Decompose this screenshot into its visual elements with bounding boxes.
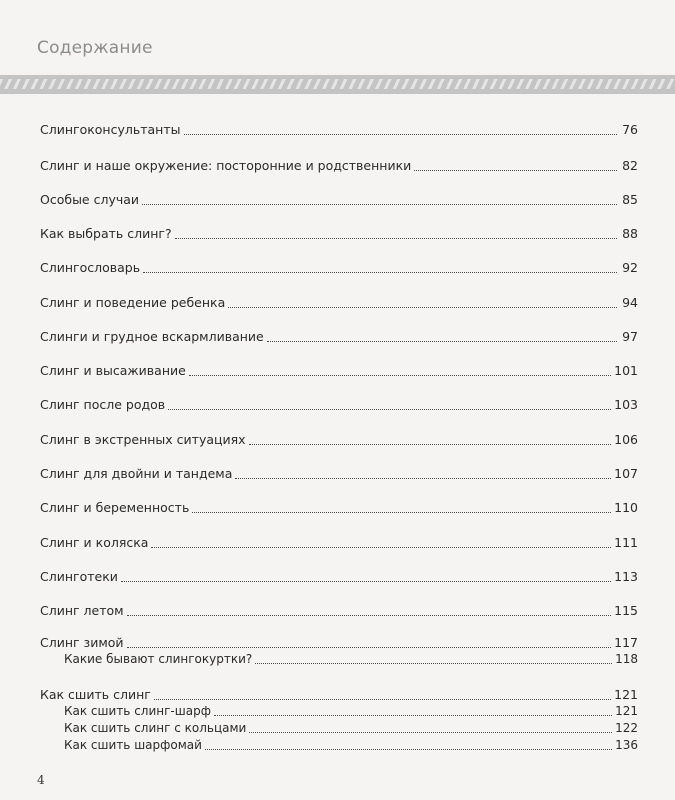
toc-leader-dots xyxy=(175,237,617,239)
toc-entry-title: Особые случаи xyxy=(40,192,140,207)
toc-leader-dots xyxy=(151,546,611,548)
toc-leader-dots xyxy=(192,511,611,513)
toc-entry-title: Слинги и грудное вскармливание xyxy=(40,329,264,344)
toc-entry-title: Слингословарь xyxy=(40,260,141,275)
toc-leader-dots xyxy=(142,203,617,205)
toc-subentry[interactable] xyxy=(64,732,638,752)
toc-entry-title: Слинг и коляска xyxy=(40,535,149,550)
toc-entry-page: 101 xyxy=(614,363,638,378)
toc-entry-title: Как сшить слинг xyxy=(40,687,151,702)
toc-entry-page: 106 xyxy=(614,432,638,447)
toc-entry[interactable] xyxy=(40,153,638,173)
toc-entry-page: 117 xyxy=(614,635,638,650)
toc-entry-page: 97 xyxy=(622,329,638,344)
toc-entry-page: 85 xyxy=(622,192,638,207)
toc-entry-title: Слинг и поведение ребенка xyxy=(40,295,226,310)
toc-entry-title: Слинг и беременность xyxy=(40,500,190,515)
toc-entry[interactable] xyxy=(40,564,638,584)
toc-entry-page: 115 xyxy=(614,603,638,618)
page-title: Содержание xyxy=(37,38,153,58)
toc-entry[interactable] xyxy=(40,324,638,344)
toc-leader-dots xyxy=(249,443,612,445)
toc-leader-dots xyxy=(267,340,617,342)
toc-entry[interactable] xyxy=(40,530,638,550)
toc-entry-page: 103 xyxy=(614,397,638,412)
toc-entry-title: Слинг в экстренных ситуациях xyxy=(40,432,246,447)
toc-leader-dots xyxy=(184,133,618,135)
toc-leader-dots xyxy=(414,169,617,171)
toc-entry[interactable] xyxy=(40,187,638,207)
toc-entry-title: Слинготеки xyxy=(40,569,118,584)
toc-leader-dots xyxy=(189,374,611,376)
page-number: 4 xyxy=(37,773,45,787)
toc-entry-title: Слинг зимой xyxy=(40,635,124,650)
toc-entry-page: 118 xyxy=(615,652,638,666)
toc-entry-page: 82 xyxy=(622,158,638,173)
toc-entry[interactable] xyxy=(40,255,638,275)
toc-entry-page: 122 xyxy=(615,721,638,735)
toc-entry-title: Слингоконсультанты xyxy=(40,122,181,137)
toc-leader-dots xyxy=(127,614,612,616)
toc-subentry[interactable] xyxy=(64,646,638,666)
toc-entry[interactable] xyxy=(40,461,638,481)
toc-leader-dots xyxy=(143,271,617,273)
toc-entry-page: 121 xyxy=(614,687,638,702)
toc-entry-page: 76 xyxy=(622,122,638,137)
toc-entry-title: Слинг летом xyxy=(40,603,124,618)
toc-leader-dots xyxy=(205,748,612,750)
toc-entry[interactable] xyxy=(40,598,638,618)
toc-entry-page: 88 xyxy=(622,226,638,241)
toc-entry-title: Как сшить слинг-шарф xyxy=(64,704,211,718)
toc-entry-title: Слинг для двойни и тандема xyxy=(40,466,233,481)
toc-entry[interactable] xyxy=(40,117,638,137)
toc-entry[interactable] xyxy=(40,290,638,310)
toc-entry[interactable] xyxy=(40,495,638,515)
toc-entry[interactable] xyxy=(40,392,638,412)
toc-entry-page: 107 xyxy=(614,466,638,481)
toc-entry-page: 94 xyxy=(622,295,638,310)
toc-entry-page: 136 xyxy=(615,738,638,752)
toc-entry-page: 113 xyxy=(614,569,638,584)
toc-entry[interactable] xyxy=(40,358,638,378)
toc-leader-dots xyxy=(228,306,617,308)
toc-entry-page: 92 xyxy=(622,260,638,275)
toc-leader-dots xyxy=(235,477,611,479)
toc-entry-title: Какие бывают слингокуртки? xyxy=(64,652,253,666)
toc-leader-dots xyxy=(121,580,611,582)
toc-leader-dots xyxy=(255,662,612,664)
toc-entry-title: Как сшить шарфомай xyxy=(64,738,202,752)
toc-entry[interactable] xyxy=(40,427,638,447)
toc-entry-page: 111 xyxy=(614,535,638,550)
toc-entry-title: Слинг и высаживание xyxy=(40,363,186,378)
toc-leader-dots xyxy=(168,408,611,410)
toc-entry-title: Как выбрать слинг? xyxy=(40,226,172,241)
toc-entry-title: Слинг после родов xyxy=(40,397,166,412)
toc-entry-title: Слинг и наше окружение: посторонние и родственники xyxy=(40,158,412,173)
toc-entry-page: 121 xyxy=(615,704,638,718)
toc-entry[interactable] xyxy=(40,221,638,241)
toc-entry-title: Как сшить слинг с кольцами xyxy=(64,721,247,735)
toc-entry-page: 110 xyxy=(614,500,638,515)
